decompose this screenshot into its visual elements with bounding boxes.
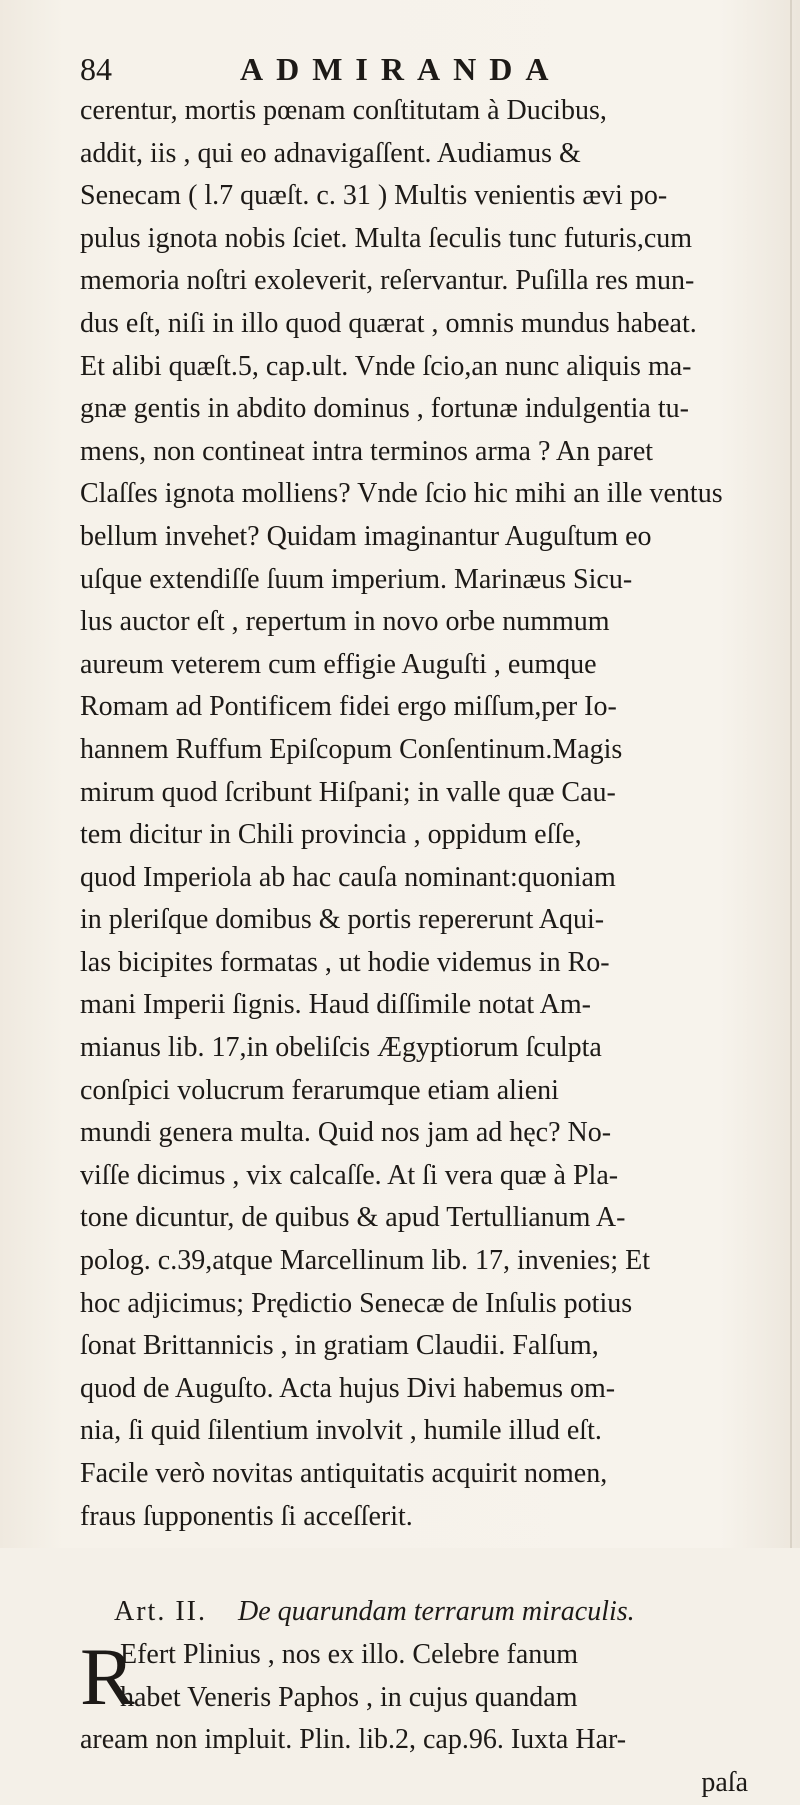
body-line: lus auctor eſt , repertum in novo orbe nummum [80, 606, 610, 638]
body-line: uſque extendiſſe ſuum imperium. Marinæus Sicu- [80, 563, 633, 595]
body-line: bellum invehet? Quidam imaginantur Auguſtum eo [80, 520, 652, 552]
body-line: hoc adjicimus; Prędictio Senecæ de Inſulis potius [80, 1287, 633, 1319]
body-line: hannem Ruffum Epiſcopum Conſentinum.Magis [80, 733, 623, 765]
drop-cap: R [80, 1631, 135, 1723]
body-line: ſonat Brittannicis , in gratiam Claudii. Falſum, [80, 1330, 599, 1362]
body-line: Facile verò novitas antiquitatis acquirit nomen, [80, 1458, 608, 1489]
section-title: De quarundam terrarum miraculis. [237, 1596, 635, 1628]
section-label: Art. II. [114, 1596, 207, 1628]
body-line: pulus ignota nobis ſciet. Multa ſeculis tunc futuris,cum [80, 222, 693, 254]
body-line: fraus ſupponentis ſi acceſſerit. [80, 1500, 413, 1532]
catchword: paſa [701, 1766, 748, 1798]
page-header [80, 46, 740, 92]
body-line: Claſſes ignota molliens? Vnde ſcio hic mihi an ille ventus [80, 478, 723, 510]
body-line: polog. c.39,atque Marcellinum lib. 17, invenies; Et [80, 1245, 650, 1277]
body-line: mens, non contineat intra terminos arma ? An paret [80, 435, 654, 467]
body-line: quod Imperiola ab hac cauſa nominant:quoniam [80, 861, 616, 893]
section-paragraph [80, 1631, 748, 1804]
body-line: mianus lib. 17,in obeliſcis Ægyptiorum ſculpta [80, 1032, 602, 1064]
section-line: aream non impluit. Plin. lib.2, cap.96. Iuxta Har- [80, 1724, 627, 1756]
body-line: mirum quod ſcribunt Hiſpani; in valle quæ Cau- [80, 776, 616, 808]
body-line: mani Imperii ſignis. Haud diſſimile notat Am- [80, 989, 591, 1021]
body-line: mundi genera multa. Quid nos jam ad hęc? No- [80, 1117, 612, 1149]
section-gap [80, 1538, 748, 1590]
body-line: in pleriſque domibus & portis repererunt Aqui- [80, 904, 605, 936]
section-line: habet Veneris Paphos , in cujus quandam [120, 1681, 578, 1713]
body-line: Romam ad Pontificem fidei ergo miſſum,per Io- [80, 691, 617, 723]
body-text [80, 90, 748, 1538]
body-line: Et alibi quæſt.5, cap.ult. Vnde ſcio,an nunc aliquis ma- [80, 350, 692, 382]
section-heading [80, 1590, 748, 1634]
body-line: aureum veterem cum effigie Auguſti , eumque [80, 648, 597, 680]
body-line: quod de Auguſto. Acta hujus Divi habemus om- [80, 1372, 616, 1404]
body-line: las bicipites formatas , ut hodie videmus in Ro- [80, 946, 610, 978]
body-line: gnæ gentis in abdito dominus , fortunæ indulgentia tu- [80, 393, 689, 425]
body-line: nia, ſi quid ſilentium involvit , humile illud eſt. [80, 1415, 602, 1447]
page-body [80, 90, 748, 1805]
page-edge-line [790, 0, 792, 1548]
body-line: memoria noſtri exoleverit, reſervantur. Puſilla res mun- [80, 265, 695, 297]
body-line: tem dicitur in Chili provincia , oppidum eſſe, [80, 819, 582, 851]
body-line: viſſe dicimus , vix calcaſſe. At ſi vera quæ à Pla- [80, 1159, 619, 1191]
running-head: ADMIRANDA [240, 51, 562, 87]
body-line: cerentur, mortis pœnam conſtitutam à Ducibus, [80, 95, 607, 126]
page-number: 84 [80, 51, 112, 87]
body-line: dus eſt, niſi in illo quod quærat , omnis mundus habeat. [80, 307, 697, 339]
body-line: addit, iis , qui eo adnavigaſſent. Audiamus & [80, 137, 581, 169]
body-line: Senecam ( l.7 quæſt. c. 31 ) Multis venientis ævi po- [80, 180, 668, 212]
body-line: conſpici volucrum ferarumque etiam alieni [80, 1074, 559, 1106]
section-line: Efert Plinius , nos ex illo. Celebre fanum [120, 1639, 579, 1671]
body-line: tone dicuntur, de quibus & apud Tertullianum A- [80, 1202, 626, 1234]
